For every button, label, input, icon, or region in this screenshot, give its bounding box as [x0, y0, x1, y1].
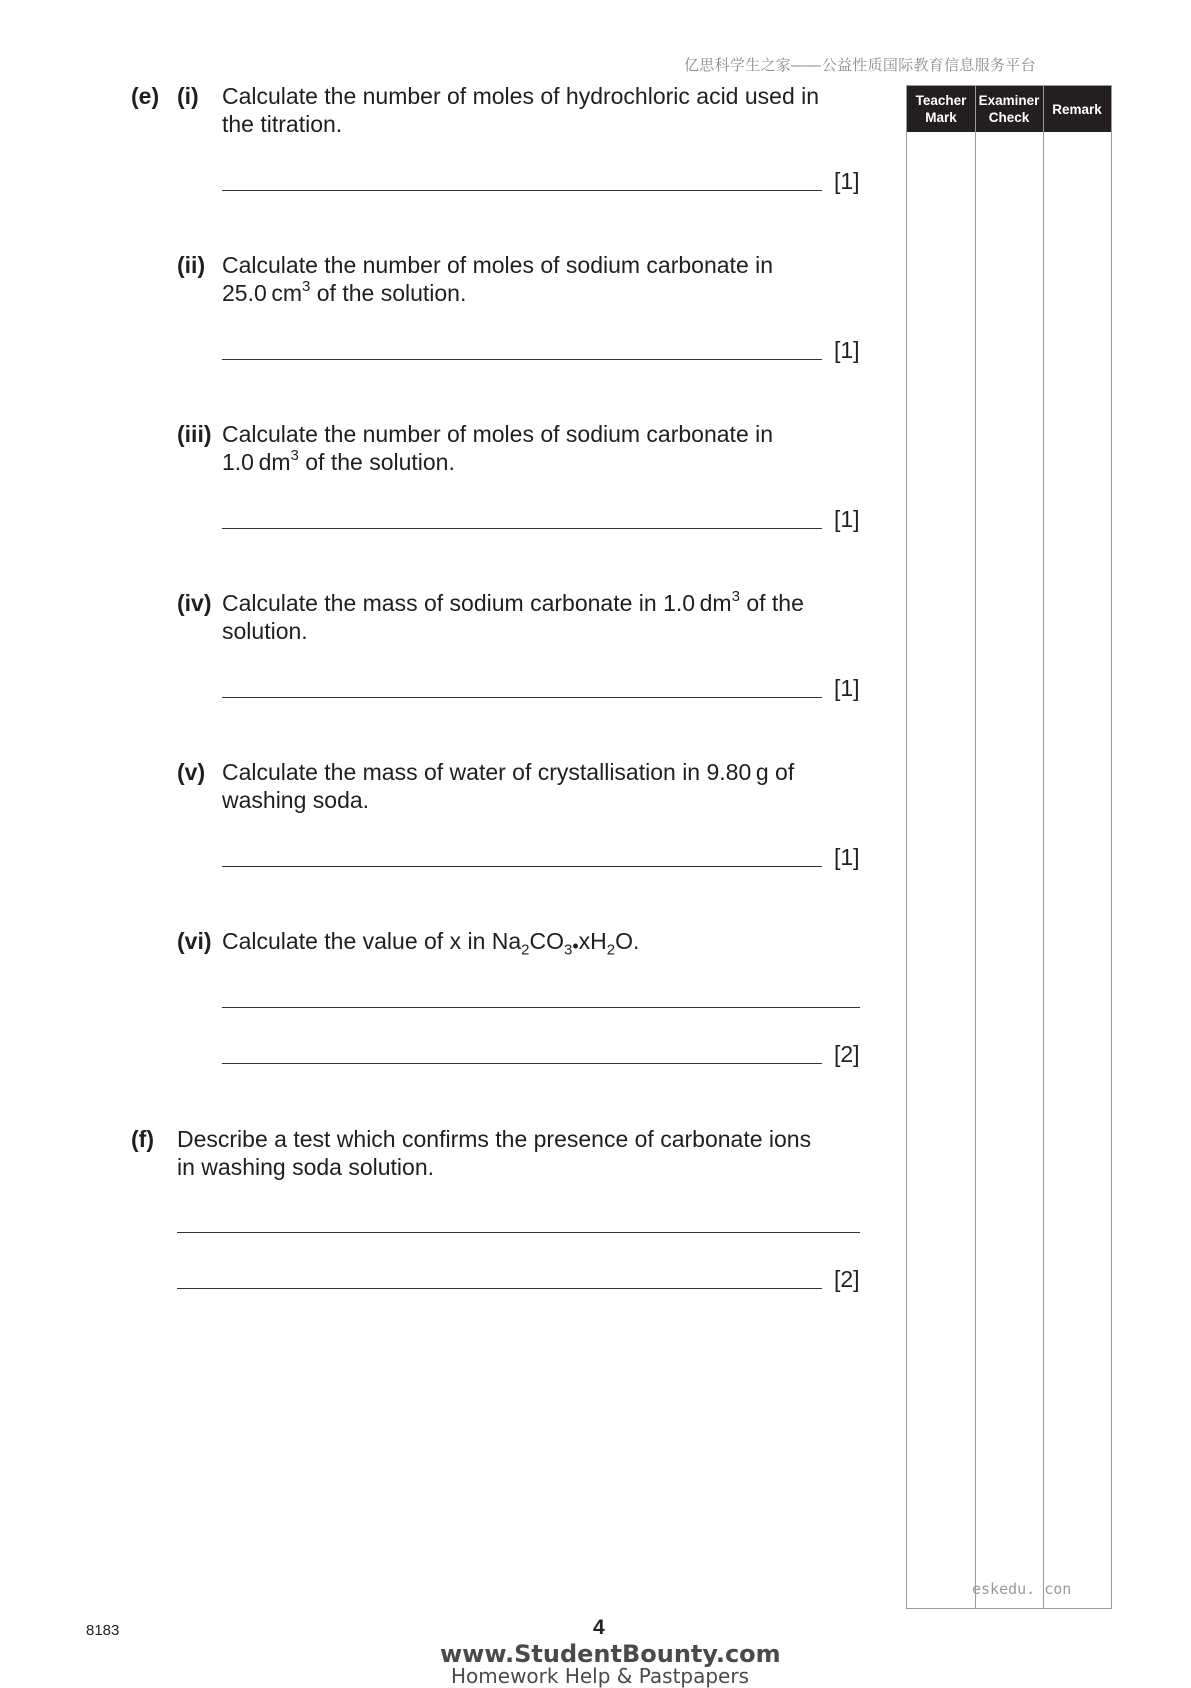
- question-e-ii-line1: Calculate the number of moles of sodium carbonate in: [222, 252, 774, 278]
- question-e-i-line2: the titration.: [222, 111, 343, 137]
- question-e-vi-label: (vi): [177, 928, 212, 954]
- answer-line-e-i[interactable]: [222, 190, 822, 191]
- question-e-v-line1: Calculate the mass of water of crystallisation in 9.80 g of: [222, 759, 795, 785]
- mark-e-vi: [2]: [834, 1041, 860, 1067]
- question-e-ii-line2: 25.0 $cm^3$ of the solution.: [222, 278, 467, 306]
- remark-header: Remark: [1052, 101, 1102, 117]
- question-e-iii-label: (iii): [177, 421, 212, 447]
- examiner-check-header: Examiner Check: [978, 93, 1040, 125]
- header-watermark-text: 亿思科学生之家——公益性质国际教育信息服务平台: [684, 57, 1036, 74]
- examiner-check-column[interactable]: [975, 86, 1044, 1608]
- paper-code: 8183: [86, 1622, 120, 1639]
- footer-watermark-url: www.StudentBounty.com: [440, 1640, 781, 1668]
- question-e-i-label: (i): [177, 83, 199, 109]
- question-e-v-label: (v): [177, 759, 206, 785]
- question-e-iv-label: (iv): [177, 590, 212, 616]
- teacher-mark-column[interactable]: [907, 86, 976, 1608]
- answer-line-e-v[interactable]: [222, 866, 822, 867]
- question-e-v-line2: washing soda.: [222, 787, 370, 813]
- answer-line-f-1[interactable]: [177, 1232, 860, 1233]
- answer-line-e-iii[interactable]: [222, 528, 822, 529]
- answer-line-e-iv[interactable]: [222, 697, 822, 698]
- question-e-iv-line1: Calculate the mass of sodium carbonate in 1.0 $dm^3$ of the: [222, 588, 804, 616]
- answer-line-e-vi-1[interactable]: [222, 1007, 860, 1008]
- question-f-label: (f): [131, 1126, 154, 1152]
- part-e-label: (e): [131, 83, 160, 109]
- answer-line-f-2[interactable]: [177, 1288, 822, 1289]
- question-e-iii-line1: Calculate the number of moles of sodium carbonate in: [222, 421, 774, 447]
- mark-e-ii: [1]: [834, 337, 860, 363]
- teacher-mark-header: Teacher Mark: [915, 93, 967, 125]
- question-e-v-text: [222, 758, 794, 814]
- question-e-iii-line2: 1.0 $dm^3$ of the solution.: [222, 447, 455, 475]
- question-f-line2: in washing soda solution.: [177, 1154, 434, 1180]
- footer-watermark-tagline: Homework Help & Pastpapers: [451, 1664, 749, 1688]
- mark-f: [2]: [834, 1266, 860, 1292]
- answer-line-e-vi-2[interactable]: [222, 1063, 822, 1064]
- question-e-i-text: [222, 82, 819, 138]
- question-e-iii-text: [222, 420, 773, 476]
- footer-watermark: [440, 1640, 781, 1688]
- mark-e-i: [1]: [834, 168, 860, 194]
- mark-e-iii: [1]: [834, 506, 860, 532]
- question-e-ii-label: (ii): [177, 252, 206, 278]
- page-number: 4: [593, 1616, 605, 1639]
- question-e-iv-text: [222, 589, 804, 645]
- question-e-i-line1: Calculate the number of moles of hydrochloric acid used in: [222, 83, 820, 109]
- panel-watermark: eskedu. con: [972, 1580, 1072, 1598]
- question-e-ii-text: [222, 251, 773, 307]
- mark-e-v: [1]: [834, 844, 860, 870]
- answer-line-e-ii[interactable]: [222, 359, 822, 360]
- mark-e-iv: [1]: [834, 675, 860, 701]
- question-e-vi-text: Calculate the value of x in $Na_2CO_3•xH_2O$.: [222, 928, 640, 959]
- question-e-iv-line2: solution.: [222, 618, 308, 644]
- question-f-text: [177, 1125, 811, 1181]
- question-f-line1: Describe a test which confirms the presence of carbonate ions: [177, 1126, 812, 1152]
- marking-panel: [906, 85, 1112, 1609]
